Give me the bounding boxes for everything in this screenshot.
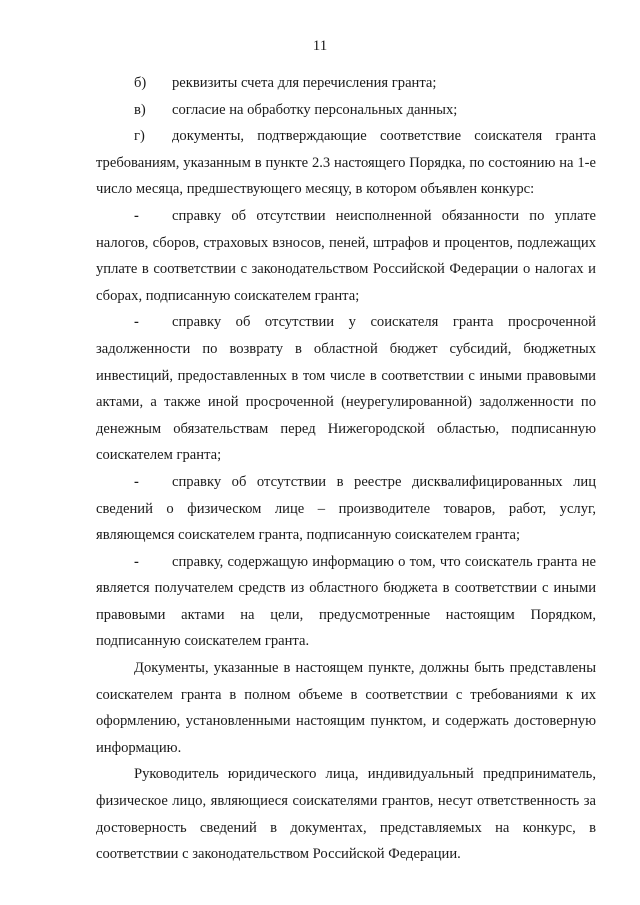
list-item-b [96, 70, 596, 97]
document-body [96, 70, 596, 868]
dash-item-text: справку об отсутствии неисполненной обязанности по уплате налогов, сборов, страховых взносов, пеней, штрафов и процентов, подлежащих уплате в соответствии с законодательством Российской Федерации о налогах и сборах, подписанную соискателем гранта; [96, 207, 596, 304]
dash-item-text: справку, содержащую информацию о том, что соискатель гранта не является получателем средств из областного бюджета в соответствии с иными правовыми актами на цели, предусмотренные настоящим Порядком, подписанную соискателем гранта. [96, 553, 596, 650]
list-item-text: реквизиты счета для перечисления гранта; [172, 75, 437, 91]
dash-item-disqualification-certificate [96, 469, 596, 549]
list-marker: в) [134, 101, 146, 118]
paragraph-responsibility: Руководитель юридического лица, индивидуальный предприниматель, физическое лицо, являющиеся соискателями грантов, несут ответственность за достоверность сведений в документах, представляемых на конкурс, в соответствии с законодательством Российской Федерации. [96, 766, 596, 863]
dash-item-tax-certificate [96, 203, 596, 309]
page-number: 11 [312, 38, 328, 54]
dash-marker: - [134, 314, 139, 331]
dash-marker: - [134, 473, 139, 490]
dash-item-funds-certificate [96, 549, 596, 655]
dash-item-text: справку об отсутствии в реестре дисквалифицированных лиц сведений о физическом лице – производителе товаров, работ, услуг, являющемся соискателем гранта, подписанную соискателем гранта; [96, 473, 596, 544]
paragraph-documents-requirements: Документы, указанные в настоящем пункте, должны быть представлены соискателем гранта в полном объеме в соответствии с требованиями к их оформлению, установленными настоящим пунктом, и содержать достоверную информацию. [96, 660, 596, 756]
dash-marker: - [134, 207, 139, 224]
list-item-g [96, 123, 596, 203]
dash-marker: - [134, 553, 139, 570]
list-item-text: документы, подтверждающие соответствие соискателя гранта требованиям, указанным в пункте 2.3 настоящего Порядка, по состоянию на 1-е число месяца, предшествующего месяцу, в котором объявлен конкурс: [96, 128, 596, 198]
list-marker: б) [134, 75, 147, 91]
list-item-v [96, 97, 596, 124]
dash-item-text: справку об отсутствии у соискателя гранта просроченной задолженности по возврату в областной бюджет субсидий, бюджетных инвестиций, предоставленных в том числе в соответствии с иными правовыми актами, а также иной просроченной (неурегулированной) задолженности по денежным обязательствам перед Нижегородской областью, подписанную соискателем гранта; [96, 314, 596, 464]
list-item-text: согласие на обработку персональных данных; [172, 101, 458, 118]
dash-item-debt-certificate [96, 309, 596, 469]
list-marker: г) [134, 128, 145, 145]
